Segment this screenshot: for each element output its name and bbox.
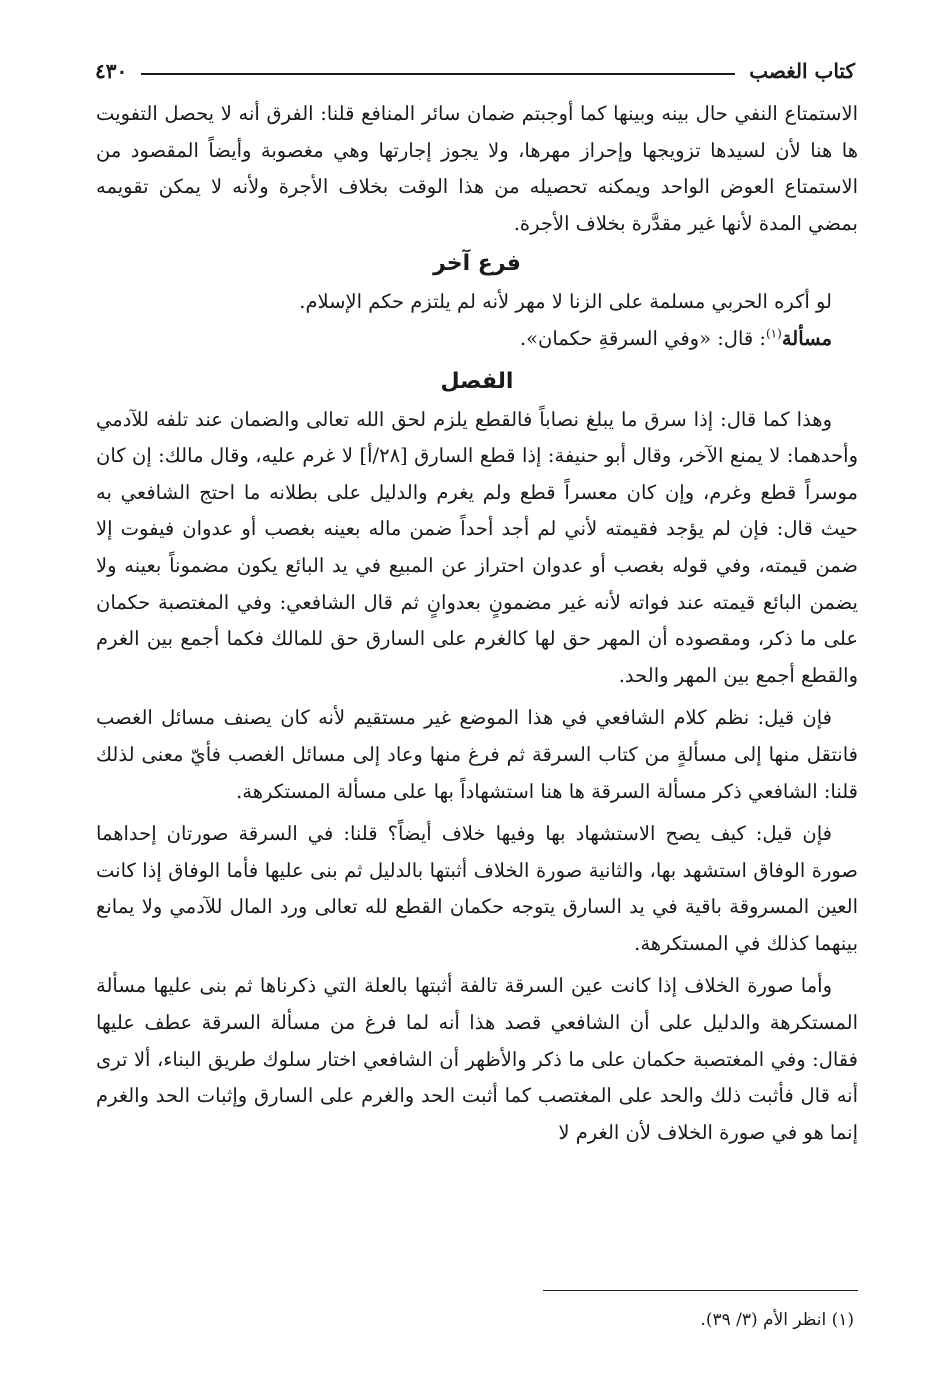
section-heading-far-akhar: فرع آخر [433,251,521,277]
masala-label: مسألة [781,326,832,350]
masala-text: : قال: «وفي السرقةِ حكمان». [519,326,766,350]
paragraph-khilaf: وأما صورة الخلاف إذا كانت عين السرقة تالفة أثبتها بالعلة التي ذكرناها ثم بنى عليها مسألة المستكرهة والدليل على أن الشافعي قصد هذا أنه لما فرغ من مسألة السرقة عطف عليها فقال: وفي المغتصبة حكمان على ما ذكر والأظهر أن الشافعي اختار سلوك طريق البناء، ألا ترى أنه قال فأثبت ذلك والحد على المغتصب كما أثبت الحد والغرم على السارق وإثبات الحد والغرم إنما هو في صورة الخلاف لأن الغرم لا [96,974,858,1144]
paragraph-objection-1: فإن قيل: نظم كلام الشافعي في هذا الموضع غير مستقيم لأنه كان يصنف مسائل الغصب فانتقل منها إلى مسألةٍ من كتاب السرقة ثم فرغ منها وعاد إلى مسائل الغصب فأيّ معنى لذلك قلنا: الشافعي ذكر مسألة السرقة ها هنا استشهاداً بها على مسألة المستكرهة. [96,706,858,803]
paragraph-objection-2: فإن قيل: كيف يصح الاستشهاد بها وفيها خلاف أيضاً؟ قلنا: في السرقة صورتان إحداهما صورة الوفاق استشهد بها، والثانية صورة الخلاف أثبتها بالدليل ثم بنى عليها فأما الوفاق إذا كانت العين المسروقة باقية في يد السارق يتوجه حكمان القطع لله تعالى ورد المال للآدمي ولا يمانع بينهما كذلك في المستكرهة. [96,822,858,955]
footnote: (١) انظر الأم (٣/ ٣٩). [700,1310,854,1330]
page-number: ٤٣٠ [95,59,128,83]
footnote-ref[interactable]: (١) [765,326,782,341]
running-title: كتاب الغصب [749,59,855,83]
footnote-rule [543,1290,858,1291]
paragraph-sariqa: وهذا كما قال: إذا سرق ما يبلغ نصاباً فالقطع يلزم لحق الله تعالى والضمان عند تلفه للآدمي وأحدهما: لا يمنع الآخر، وقال أبو حنيفة: إذا قطع السارق [٢٨/أ] لا غرم عليه، وقال مالك: إن كان موسراً قطع وغرم، وإن كان معسراً قطع ولم يغرم والدليل على بطلانه ما احتج الشافعي به حيث قال: فإن لم يؤجد فقيمته لأني لم أجد أحداً ضمن ماله بعينه بغصب أو عدوان فيفوت إلا ضمن قيمته، وفي قوله بغصب أو عدوان احتراز عن المبيع في يد البائع يكون مضموناً بعينه ولا يضمن البائع قيمته عند فواته لأنه غير مضمونٍ بعدوانٍ ثم قال الشافعي: وفي المغتصبة حكمان على ما ذكر، ومقصوده أن المهر حق لها كالغرم على السارق حق للمالك فكما أجمع بين الغرم والقطع أجمع بين المهر والحد. [96,407,859,687]
page-header [95,54,855,88]
paragraph-continuation: الاستمتاع النفي حال بينه وبينها كما أوجبتم ضمان سائر المنافع قلنا: الفرق أنه لا يحصل التفويت ها هنا لأن لسيدها تزويجها وإحراز مهرها، ولا يجوز إجارتها وهي مغصوبة وأيضاً المقصود من الاستمتاع العوض الواحد ويمكنه تحصيله من هذا الوقت بخلاف الأجرة ولأنه لا يمكن تقويمه بمضي المدة لأنها غير مقدَّرة بخلاف الأجرة. [96,102,858,235]
section-heading-fasl: الفصل [440,368,514,394]
paragraph-harbi: لو أكره الحربي مسلمة على الزنا لا مهر لأنه لم يلتزم حكم الإسلام. [299,290,832,314]
page-body [96,96,858,1151]
masala-line [96,321,858,358]
header-rule [141,73,735,75]
